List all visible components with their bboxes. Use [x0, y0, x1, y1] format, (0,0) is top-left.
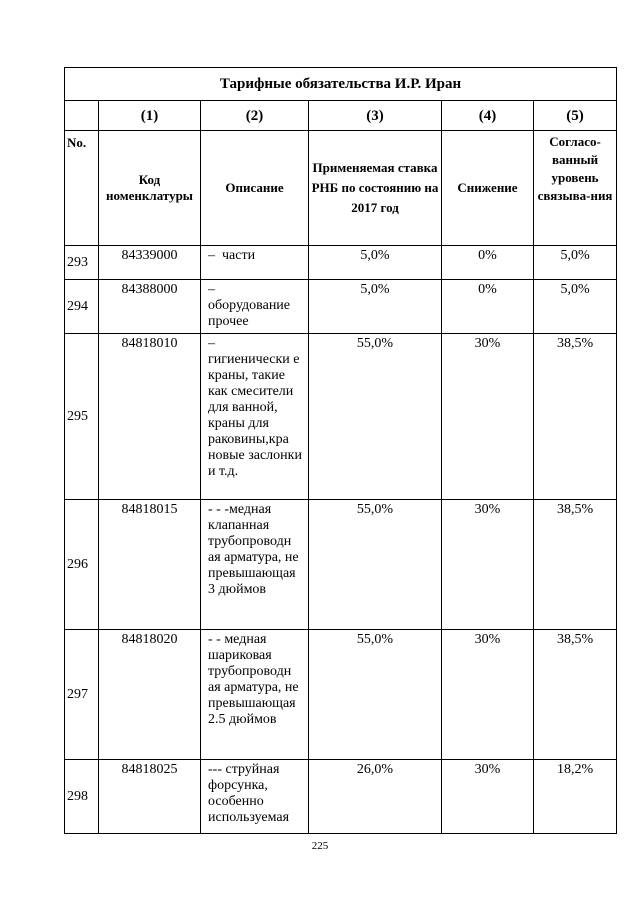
- header-reduction: Снижение: [442, 131, 534, 246]
- header-code: Код номенклатуры: [99, 131, 201, 246]
- bound-level: 5,0%: [534, 280, 617, 334]
- header-description: Описание: [201, 131, 309, 246]
- table-row: [65, 630, 617, 760]
- description-text: – гигиенически е краны, такие как смесители для ванной, краны для раковины,кра новые заслонки и т.д.: [208, 336, 302, 479]
- bound-level: 5,0%: [534, 246, 617, 280]
- table-row: [65, 334, 617, 500]
- header-no: No.: [65, 131, 99, 246]
- bound-level: 38,5%: [534, 334, 617, 500]
- reduction: 0%: [442, 280, 534, 334]
- description: [201, 280, 309, 334]
- table-row: [65, 280, 617, 334]
- table-row: [65, 760, 617, 834]
- description: [201, 246, 309, 280]
- bound-level: 38,5%: [534, 630, 617, 760]
- nomenclature-code: 84818025: [99, 760, 201, 834]
- applied-rate: 55,0%: [309, 334, 442, 500]
- description: [201, 760, 309, 834]
- reduction: 30%: [442, 760, 534, 834]
- reduction: 30%: [442, 334, 534, 500]
- column-number-2: (2): [201, 101, 309, 131]
- bound-level: 18,2%: [534, 760, 617, 834]
- bound-level: 38,5%: [534, 500, 617, 630]
- column-number-1: (1): [99, 101, 201, 131]
- tariff-table: [64, 67, 617, 834]
- description-text: - - медная шариковая трубопроводн ая арматура, не превышающая 2.5 дюймов: [208, 632, 303, 727]
- table-row: [65, 246, 617, 280]
- reduction: 30%: [442, 630, 534, 760]
- reduction: 0%: [442, 246, 534, 280]
- header-bound-level: Согласо-ванный уровень связыва-ния: [534, 131, 617, 246]
- nomenclature-code: 84388000: [99, 280, 201, 334]
- header-applied-rate: Применяемая ставка РНБ по состоянию на 2017 год: [309, 131, 442, 246]
- nomenclature-code: 84339000: [99, 246, 201, 280]
- applied-rate: 5,0%: [309, 280, 442, 334]
- description-text: – части: [208, 248, 256, 263]
- column-number-5: (5): [534, 101, 617, 131]
- applied-rate: 55,0%: [309, 630, 442, 760]
- column-number-row: [65, 101, 617, 131]
- row-number: 295: [65, 334, 99, 500]
- table-title: Тарифные обязательства И.Р. Иран: [65, 68, 617, 101]
- table-body: [65, 246, 617, 834]
- applied-rate: 5,0%: [309, 246, 442, 280]
- description: [201, 500, 309, 630]
- description-text: – оборудование прочее: [208, 282, 291, 329]
- nomenclature-code: 84818015: [99, 500, 201, 630]
- header-row: [65, 131, 617, 246]
- column-number-4: (4): [442, 101, 534, 131]
- description: [201, 334, 309, 500]
- nomenclature-code: 84818010: [99, 334, 201, 500]
- applied-rate: 55,0%: [309, 500, 442, 630]
- page-number: 225: [311, 840, 329, 852]
- row-number: 298: [65, 760, 99, 834]
- description-text: - - -медная клапанная трубопроводн ая арматура, не превышающая 3 дюймов: [208, 502, 303, 597]
- row-number: 296: [65, 500, 99, 630]
- row-number: 293: [65, 246, 99, 280]
- row-number: 294: [65, 280, 99, 334]
- description-text: --- струйная форсунка, особенно используемая: [208, 762, 290, 825]
- description: [201, 630, 309, 760]
- column-number-3: (3): [309, 101, 442, 131]
- reduction: 30%: [442, 500, 534, 630]
- table-row: [65, 500, 617, 630]
- column-number-blank: [65, 101, 99, 131]
- row-number: 297: [65, 630, 99, 760]
- applied-rate: 26,0%: [309, 760, 442, 834]
- nomenclature-code: 84818020: [99, 630, 201, 760]
